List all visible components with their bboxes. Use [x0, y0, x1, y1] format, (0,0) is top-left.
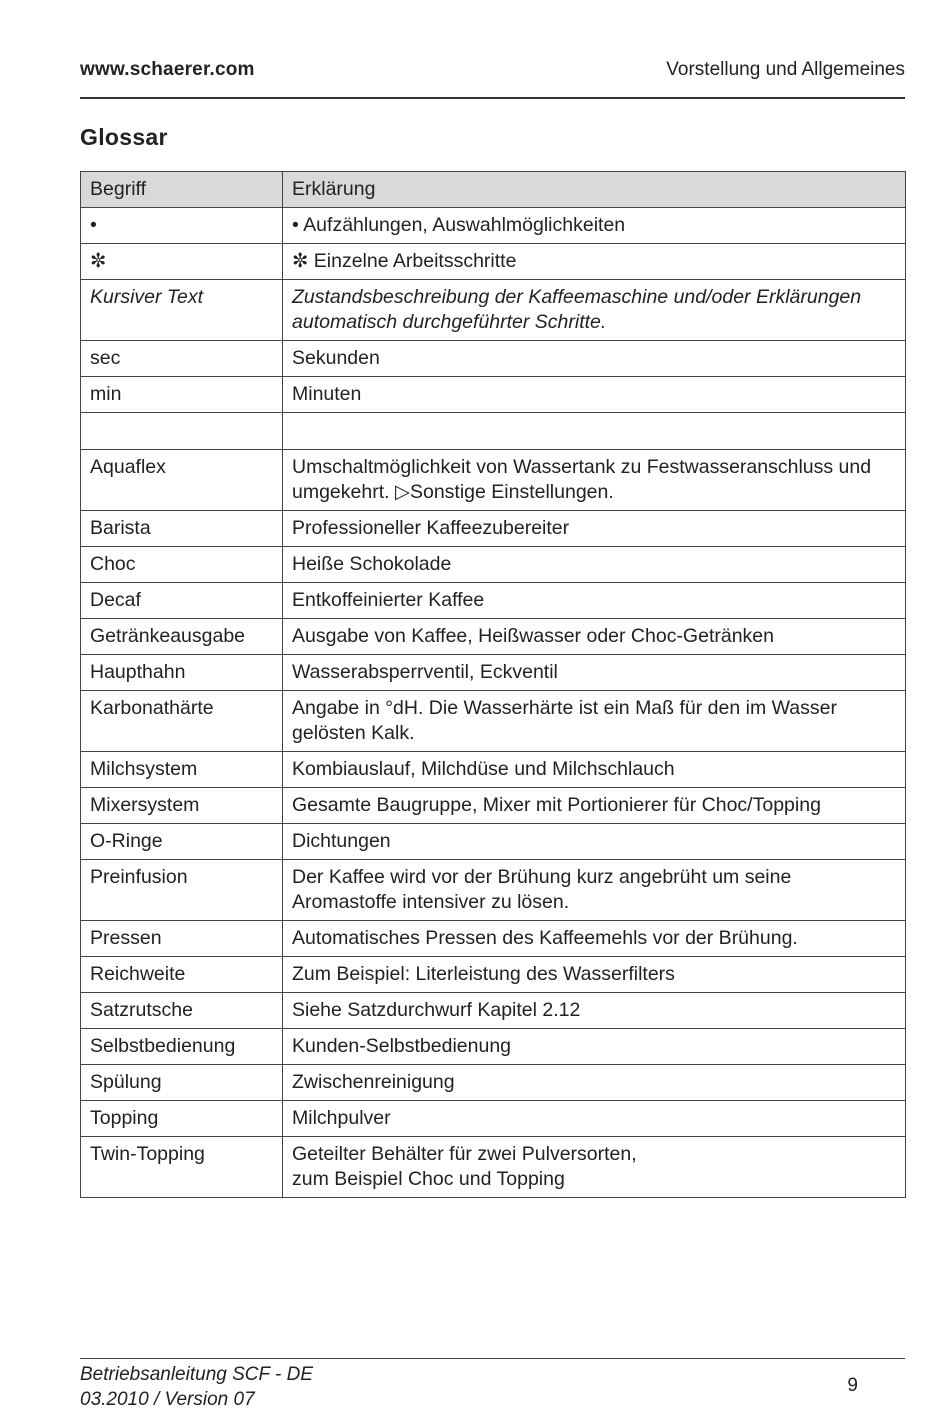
table-row	[81, 788, 906, 824]
table-row	[81, 860, 906, 921]
column-header-term: Begriff	[81, 172, 283, 208]
glossary-term: Getränkeausgabe	[81, 619, 283, 655]
table-row	[81, 1137, 906, 1198]
glossary-definition: Minuten	[283, 377, 906, 413]
glossary-definition: Heiße Schokolade	[283, 547, 906, 583]
table-row	[81, 511, 906, 547]
table-row	[81, 450, 906, 511]
glossary-term: Twin-Topping	[81, 1137, 283, 1198]
glossary-term: Kursiver Text	[81, 280, 283, 341]
table-row	[81, 957, 906, 993]
glossary-term: Preinfusion	[81, 860, 283, 921]
glossary-definition: ✼ Einzelne Arbeitsschritte	[283, 244, 906, 280]
table-row	[81, 824, 906, 860]
glossary-definition: Siehe Satzdurchwurf Kapitel 2.12	[283, 993, 906, 1029]
glossary-definition: Geteilter Behälter für zwei Pulversorten, zum Beispiel Choc und Topping	[283, 1137, 906, 1198]
website-url: www.schaerer.com	[80, 59, 255, 80]
glossary-term: •	[81, 208, 283, 244]
glossary-definition: Milchpulver	[283, 1101, 906, 1137]
glossary-term: Satzrutsche	[81, 993, 283, 1029]
page-title: Glossar	[80, 124, 168, 150]
table-row	[81, 1065, 906, 1101]
glossary-definition: Ausgabe von Kaffee, Heißwasser oder Choc-Getränken	[283, 619, 906, 655]
glossary-term: min	[81, 377, 283, 413]
footer-manual-title: Betriebsanleitung SCF - DE	[80, 1364, 314, 1385]
glossary-definition: Gesamte Baugruppe, Mixer mit Portionierer für Choc/Topping	[283, 788, 906, 824]
table-row	[81, 921, 906, 957]
glossary-term: ✼	[81, 244, 283, 280]
glossary-definition	[283, 413, 906, 450]
footer-version: 03.2010 / Version 07	[80, 1389, 255, 1410]
glossary-term: Aquaflex	[81, 450, 283, 511]
glossary-term: Decaf	[81, 583, 283, 619]
table-row	[81, 547, 906, 583]
glossary-definition: Angabe in °dH. Die Wasserhärte ist ein Maß für den im Wasser gelösten Kalk.	[283, 691, 906, 752]
table-row	[81, 208, 906, 244]
glossary-term: Reichweite	[81, 957, 283, 993]
table-row	[81, 655, 906, 691]
table-row	[81, 244, 906, 280]
glossary-definition: Umschaltmöglichkeit von Wassertank zu Festwasseranschluss und umgekehrt. ▷Sonstige Einstellungen.	[283, 450, 906, 511]
glossary-term: Topping	[81, 1101, 283, 1137]
table-header-row	[81, 172, 906, 208]
table-row	[81, 377, 906, 413]
section-title: Vorstellung und Allgemeines	[666, 59, 905, 80]
glossary-term: Spülung	[81, 1065, 283, 1101]
glossary-table	[80, 171, 906, 1198]
glossary-term: Pressen	[81, 921, 283, 957]
table-row	[81, 341, 906, 377]
header-divider	[80, 97, 905, 99]
glossary-definition: Sekunden	[283, 341, 906, 377]
glossary-term	[81, 413, 283, 450]
table-row	[81, 583, 906, 619]
footer-divider	[80, 1358, 905, 1359]
glossary-term: Karbonathärte	[81, 691, 283, 752]
table-row	[81, 619, 906, 655]
glossary-term: O-Ringe	[81, 824, 283, 860]
table-row	[81, 691, 906, 752]
glossary-definition: Entkoffeinierter Kaffee	[283, 583, 906, 619]
table-row	[81, 280, 906, 341]
table-row	[81, 993, 906, 1029]
glossary-term: Mixersystem	[81, 788, 283, 824]
glossary-definition: Zum Beispiel: Literleistung des Wasserfilters	[283, 957, 906, 993]
glossary-term: Haupthahn	[81, 655, 283, 691]
glossary-definition: Professioneller Kaffeezubereiter	[283, 511, 906, 547]
glossary-definition: Kombiauslauf, Milchdüse und Milchschlauch	[283, 752, 906, 788]
page-number: 9	[847, 1375, 858, 1396]
glossary-term: Milchsystem	[81, 752, 283, 788]
glossary-term: Choc	[81, 547, 283, 583]
glossary-definition: Kunden-Selbstbedienung	[283, 1029, 906, 1065]
table-row	[81, 413, 906, 450]
table-row	[81, 1029, 906, 1065]
glossary-term: Barista	[81, 511, 283, 547]
glossary-body	[81, 208, 906, 1198]
glossary-term: Selbstbedienung	[81, 1029, 283, 1065]
column-header-definition: Erklärung	[283, 172, 906, 208]
glossary-definition: Wasserabsperrventil, Eckventil	[283, 655, 906, 691]
glossary-definition: Dichtungen	[283, 824, 906, 860]
glossary-term: sec	[81, 341, 283, 377]
page-header	[80, 56, 905, 86]
glossary-definition: • Aufzählungen, Auswahlmöglichkeiten	[283, 208, 906, 244]
glossary-definition: Der Kaffee wird vor der Brühung kurz angebrüht um seine Aromastoffe intensiver zu lösen.	[283, 860, 906, 921]
table-row	[81, 752, 906, 788]
glossary-definition: Zustandsbeschreibung der Kaffeemaschine und/oder Erklärungen automatisch durchgeführter Schritte.	[283, 280, 906, 341]
glossary-definition: Zwischenreinigung	[283, 1065, 906, 1101]
table-row	[81, 1101, 906, 1137]
footer-document-info	[80, 1362, 313, 1412]
glossary-definition: Automatisches Pressen des Kaffeemehls vor der Brühung.	[283, 921, 906, 957]
